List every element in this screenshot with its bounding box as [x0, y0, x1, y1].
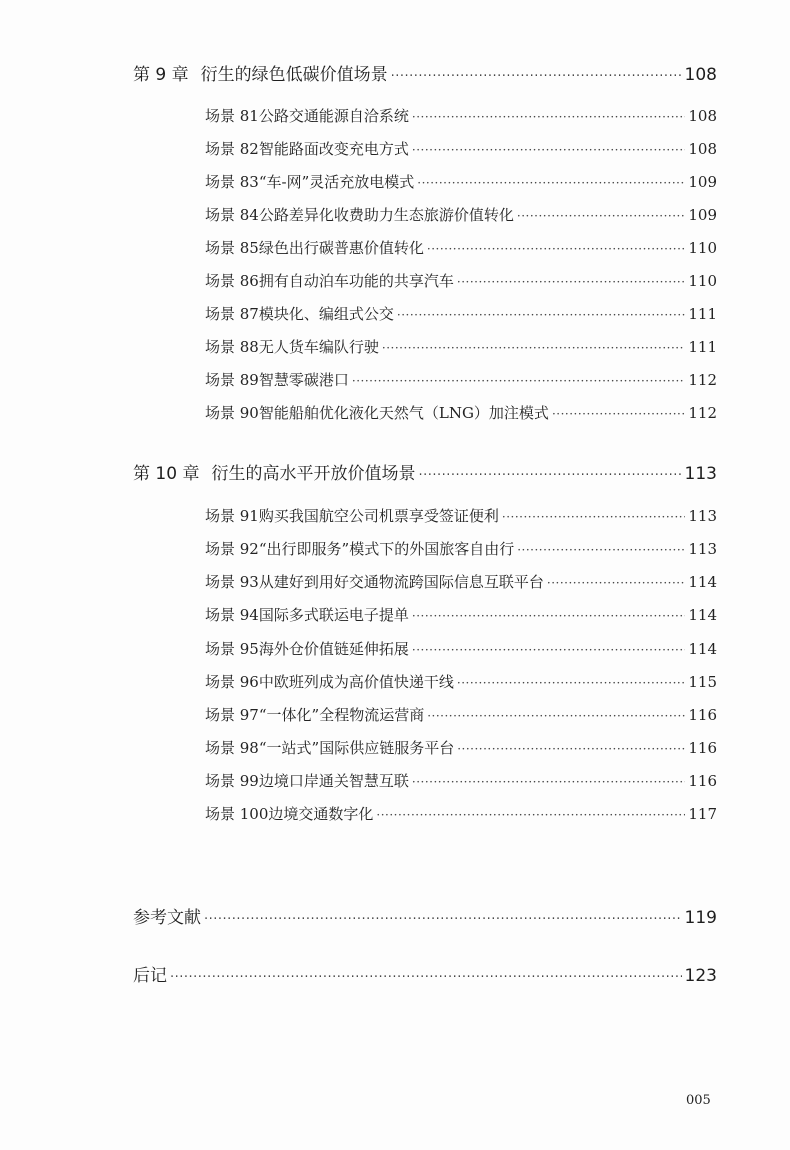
- scene-number: 场景 91: [205, 507, 259, 525]
- dot-leader: [204, 912, 682, 927]
- page-number: 119: [684, 908, 717, 928]
- scene-number: 场景 88: [205, 338, 259, 356]
- dot-leader: [417, 176, 685, 190]
- chapter-number: 第 10 章: [133, 464, 200, 484]
- scene-number: 场景 92: [205, 540, 259, 558]
- scene-number: 场景 98: [205, 739, 259, 757]
- page-number: 109: [688, 206, 717, 224]
- dot-leader: [352, 374, 685, 388]
- dot-leader: [502, 510, 685, 524]
- toc-entry-scene-94[interactable]: [205, 604, 717, 625]
- scene-number: 场景 84: [205, 206, 259, 224]
- page-number: 115: [688, 673, 717, 691]
- scene-title: 公路差异化收费助力生态旅游价值转化: [258, 206, 514, 224]
- dot-leader: [412, 775, 685, 789]
- page-number: 116: [688, 772, 717, 790]
- toc-entry-scene-100[interactable]: [205, 803, 717, 824]
- scene-number: 场景 87: [205, 305, 259, 323]
- scene-number: 场景 100: [205, 805, 269, 823]
- toc-entry-scene-82[interactable]: [205, 138, 717, 159]
- scene-number: 场景 89: [205, 371, 259, 389]
- toc-entry-scene-89[interactable]: [205, 369, 717, 390]
- toc-entry-scene-98[interactable]: [205, 737, 717, 758]
- folio-page-number: 005: [686, 1093, 711, 1108]
- dot-leader: [552, 407, 685, 421]
- scene-title: 绿色出行碳普惠价值转化: [258, 239, 424, 257]
- chapter-number: 第 9 章: [133, 65, 189, 85]
- dot-leader: [457, 275, 685, 289]
- toc-entry-scene-83[interactable]: [205, 171, 717, 192]
- page-number: 116: [688, 706, 717, 724]
- dot-leader: [412, 110, 685, 124]
- dot-leader: [547, 576, 685, 590]
- page-number: 110: [688, 272, 717, 290]
- page-number: 117: [688, 805, 717, 823]
- page-number: 108: [688, 140, 717, 158]
- scene-title: “一站式”国际供应链服务平台: [258, 739, 455, 757]
- scene-title: “一体化”全程物流运营商: [258, 706, 425, 724]
- page-number: 113: [688, 507, 717, 525]
- page-number: 109: [688, 173, 717, 191]
- afterword-title: 后记: [133, 966, 167, 986]
- page-number: 113: [688, 540, 717, 558]
- scene-title: 海外仓价值链延伸拓展: [258, 640, 409, 658]
- chapter-10-heading[interactable]: [133, 459, 717, 484]
- toc-entry-scene-96[interactable]: [205, 671, 717, 692]
- dot-leader: [517, 543, 685, 557]
- toc-entry-scene-87[interactable]: [205, 303, 717, 324]
- scene-title: 智慧零碳港口: [258, 371, 349, 389]
- scene-number: 场景 86: [205, 272, 259, 290]
- scene-number: 场景 95: [205, 640, 259, 658]
- page-number: 110: [688, 239, 717, 257]
- page-number: 116: [688, 739, 717, 757]
- scene-title: “车-网”灵活充放电模式: [258, 173, 415, 191]
- chapter-title: 衍生的高水平开放价值场景: [211, 464, 416, 484]
- toc-entry-scene-97[interactable]: [205, 704, 717, 725]
- scene-title: 拥有自动泊车功能的共享汽车: [258, 272, 454, 290]
- scene-number: 场景 85: [205, 239, 259, 257]
- page-number: 108: [688, 107, 717, 125]
- scene-title: 购买我国航空公司机票享受签证便利: [258, 507, 499, 525]
- chapter-title: 衍生的绿色低碳价值场景: [200, 65, 388, 85]
- scene-number: 场景 81: [205, 107, 259, 125]
- dot-leader: [457, 742, 685, 756]
- dot-leader: [382, 341, 685, 355]
- page-number: 112: [688, 404, 717, 422]
- page-number: 111: [688, 305, 717, 323]
- scene-number: 场景 83: [205, 173, 259, 191]
- dot-leader: [170, 970, 682, 985]
- scene-number: 场景 99: [205, 772, 259, 790]
- toc-entry-scene-90[interactable]: [205, 402, 717, 423]
- dot-leader: [457, 676, 685, 690]
- toc-entry-scene-86[interactable]: [205, 270, 717, 291]
- toc-entry-scene-93[interactable]: [205, 571, 717, 592]
- scene-number: 场景 96: [205, 673, 259, 691]
- dot-leader: [412, 609, 685, 623]
- page-number: 123: [684, 966, 717, 986]
- scene-title: 从建好到用好交通物流跨国际信息互联平台: [258, 573, 544, 591]
- scene-title: 公路交通能源自洽系统: [258, 107, 409, 125]
- page-number: 111: [688, 338, 717, 356]
- toc-entry-scene-95[interactable]: [205, 638, 717, 659]
- scene-title: 无人货车编队行驶: [258, 338, 379, 356]
- dot-leader: [397, 308, 685, 322]
- dot-leader: [391, 69, 682, 84]
- page-number: 114: [688, 640, 717, 658]
- toc-entry-references[interactable]: [133, 903, 717, 928]
- scene-number: 场景 94: [205, 606, 259, 624]
- dot-leader: [376, 808, 685, 822]
- toc-entry-scene-92[interactable]: [205, 538, 717, 559]
- dot-leader: [517, 209, 685, 223]
- dot-leader: [412, 143, 685, 157]
- scene-title: 模块化、编组式公交: [258, 305, 394, 323]
- scene-number: 场景 82: [205, 140, 259, 158]
- scene-number: 场景 97: [205, 706, 259, 724]
- scene-title: 智能路面改变充电方式: [258, 140, 409, 158]
- chapter-9-heading[interactable]: [133, 60, 717, 85]
- scene-title: “出行即服务”模式下的外国旅客自由行: [258, 540, 515, 558]
- toc-entry-scene-99[interactable]: [205, 770, 717, 791]
- dot-leader: [427, 242, 685, 256]
- toc-entry-scene-85[interactable]: [205, 237, 717, 258]
- scene-title: 边境交通数字化: [268, 805, 374, 823]
- scene-title: 国际多式联运电子提单: [258, 606, 409, 624]
- scene-title: 智能船舶优化液化天然气（LNG）加注模式: [258, 404, 549, 422]
- toc-entry-scene-84[interactable]: [205, 204, 717, 225]
- scene-number: 场景 93: [205, 573, 259, 591]
- scene-title: 中欧班列成为高价值快递干线: [258, 673, 454, 691]
- dot-leader: [418, 468, 681, 483]
- dot-leader: [427, 709, 685, 723]
- toc-entry-scene-88[interactable]: [205, 336, 717, 357]
- scene-title: 边境口岸通关智慧互联: [258, 772, 409, 790]
- page-number: 114: [688, 573, 717, 591]
- dot-leader: [412, 643, 685, 657]
- page-number: 112: [688, 371, 717, 389]
- toc-entry-scene-81[interactable]: [205, 105, 717, 126]
- page-number: 113: [684, 464, 717, 484]
- page-number: 108: [684, 65, 717, 85]
- page-number: 114: [688, 606, 717, 624]
- references-title: 参考文献: [133, 908, 201, 928]
- scene-number: 场景 90: [205, 404, 259, 422]
- toc-entry-scene-91[interactable]: [205, 505, 717, 526]
- toc-entry-afterword[interactable]: [133, 961, 717, 986]
